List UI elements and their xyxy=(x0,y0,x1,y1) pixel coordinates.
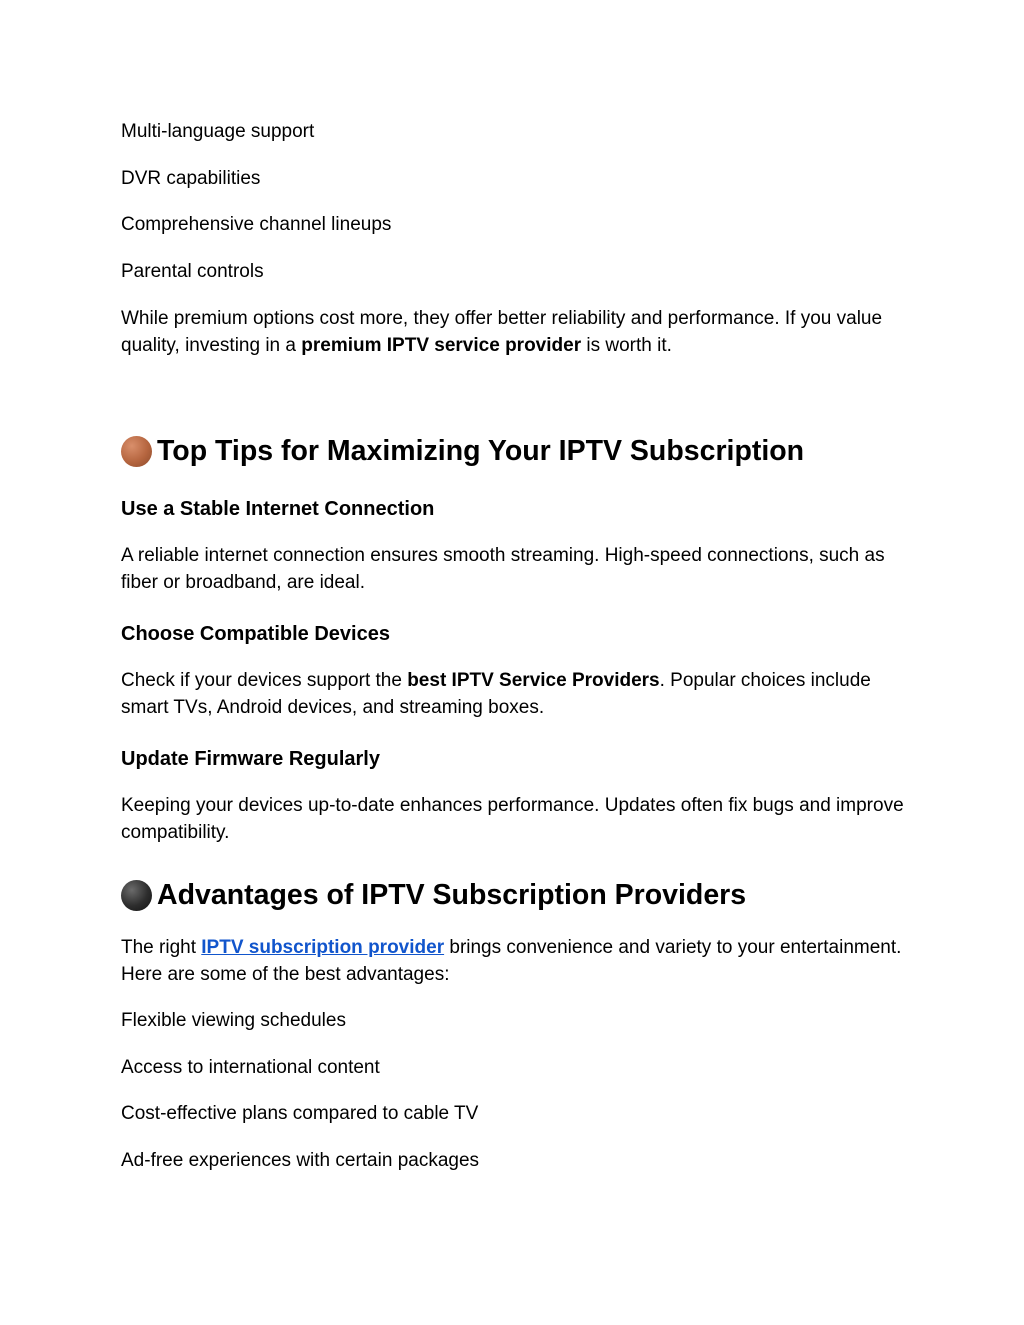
paragraph-text: Check if your devices support the xyxy=(121,670,408,691)
advantages-heading-text: Advantages of IPTV Subscription Providers xyxy=(157,879,747,911)
premium-paragraph-text-end: is worth it. xyxy=(581,334,672,356)
feature-item: DVR capabilities xyxy=(121,168,261,189)
brown-circle-icon xyxy=(121,436,152,467)
premium-paragraph-text: While premium options cost more, they offer better reliability and performance. If you value quality, investing in a xyxy=(121,308,883,356)
tips-heading xyxy=(121,433,804,469)
advantage-item: Access to international content xyxy=(121,1057,380,1078)
iptv-subscription-provider-link[interactable]: IPTV subscription provider xyxy=(201,937,445,958)
tips-heading-text: Top Tips for Maximizing Your IPTV Subscription xyxy=(157,435,805,467)
premium-paragraph-bold: premium IPTV service provider xyxy=(301,334,582,356)
feature-item: Parental controls xyxy=(121,261,264,282)
advantage-item: Ad-free experiences with certain packages xyxy=(121,1150,480,1171)
subheading-compatible-devices: Choose Compatible Devices xyxy=(121,623,390,645)
black-circle-icon xyxy=(121,880,152,911)
advantage-item: Cost-effective plans compared to cable TV xyxy=(121,1103,479,1124)
advantages-intro-text: The right xyxy=(121,937,202,958)
advantages-heading xyxy=(121,877,746,913)
premium-paragraph xyxy=(121,306,911,359)
paragraph-stable-internet xyxy=(121,543,911,596)
advantages-intro xyxy=(121,935,911,988)
subheading-stable-internet: Use a Stable Internet Connection xyxy=(121,498,435,520)
subheading-update-firmware: Update Firmware Regularly xyxy=(121,748,380,770)
paragraph-bold: best IPTV Service Providers xyxy=(407,670,660,691)
feature-item: Comprehensive channel lineups xyxy=(121,214,392,235)
advantage-item: Flexible viewing schedules xyxy=(121,1010,346,1031)
paragraph-compatible-devices xyxy=(121,668,911,721)
paragraph-update-firmware xyxy=(121,793,911,846)
advantages-intro-text-end: brings convenience and variety to your entertainment. Here are some of the best advantages: xyxy=(121,937,902,985)
paragraph-text: A reliable internet connection ensures smooth streaming. High-speed connections, such as fiber or broadband, are ideal. xyxy=(121,545,885,593)
paragraph-text: Keeping your devices up-to-date enhances performance. Updates often fix bugs and improve compatibility. xyxy=(121,795,904,843)
feature-item: Multi-language support xyxy=(121,121,315,142)
paragraph-text-end: . Popular choices include smart TVs, Android devices, and streaming boxes. xyxy=(121,670,871,718)
